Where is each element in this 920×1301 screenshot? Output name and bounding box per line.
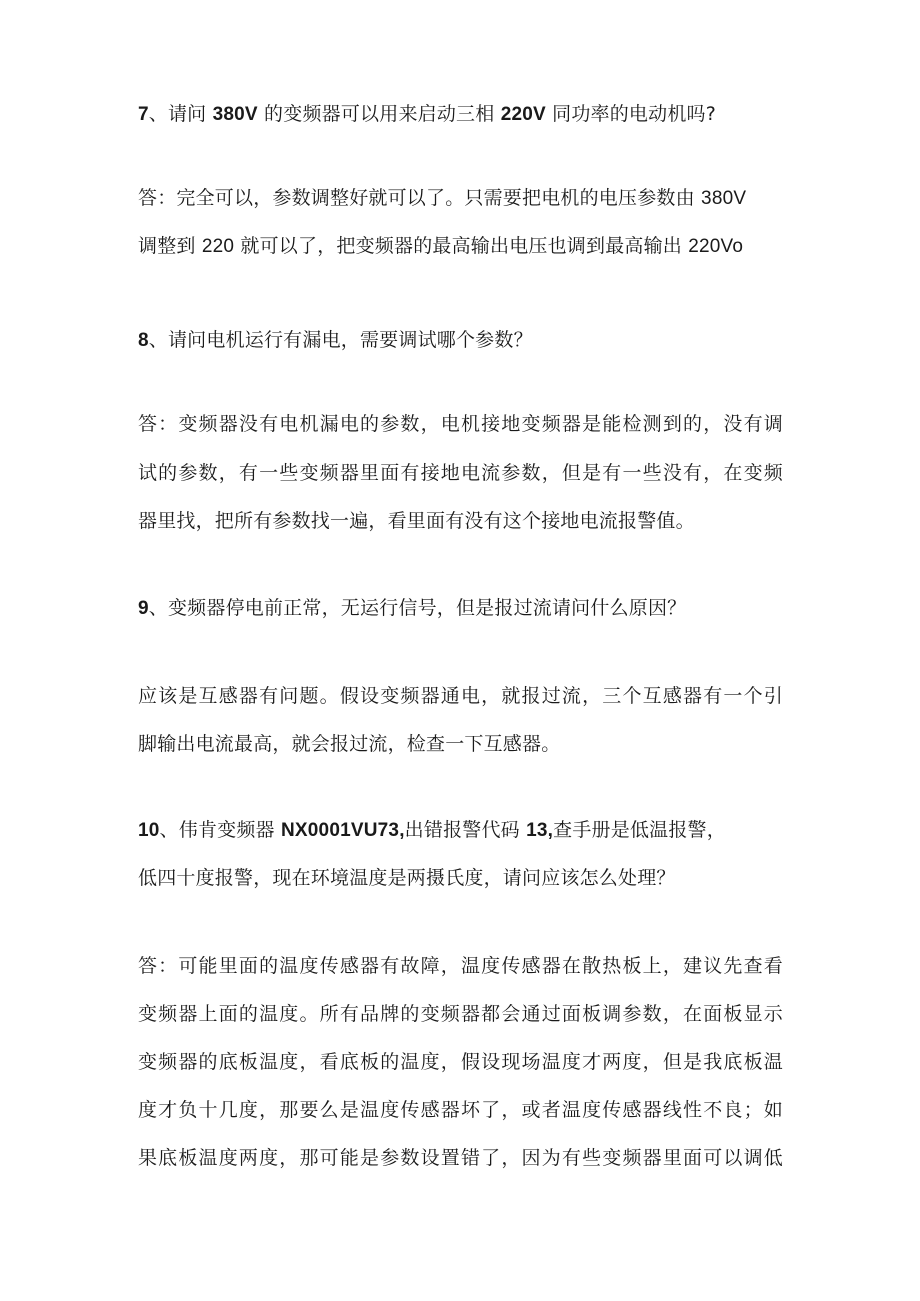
error-code: 13, xyxy=(526,820,554,841)
question-8 xyxy=(138,328,533,353)
answer-10-line-5: 果底板温度两度，那可能是参数设置错了，因为有些变频器里面可以调低 xyxy=(138,1147,783,1169)
answer-10-line-4: 度才负十几度，那要么是温度传感器坏了，或者温度传感器线性不良；如 xyxy=(138,1099,783,1121)
question-number: 10 xyxy=(138,820,160,841)
answer-8-line-1: 答：变频器没有电机漏电的参数，电机接地变频器是能检测到的，没有调 xyxy=(138,413,783,435)
question-number: 7 xyxy=(138,104,149,125)
answer-7-line-1 xyxy=(138,186,746,211)
question-number: 8 xyxy=(138,330,149,351)
question-10-line-1 xyxy=(138,818,726,843)
voltage-value: 220Vo xyxy=(688,236,744,257)
answer-10-line-2: 变频器上面的温度。所有品牌的变频器都会通过面板调参数，在面板显示 xyxy=(138,1003,783,1025)
answer-text: 就可以了，把变频器的最高输出电压也调到最高输出 xyxy=(234,235,689,257)
answer-8-line-2: 试的参数，有一些变频器里面有接地电流参数，但是有一些没有，在变频 xyxy=(138,462,783,484)
answer-10-line-1: 答：可能里面的温度传感器有故障，温度传感器在散热板上，建议先查看 xyxy=(138,955,783,977)
voltage-value: 380V xyxy=(212,104,258,125)
question-text: 、请问电机运行有漏电，需要调试哪个参数？ xyxy=(148,329,533,351)
answer-text: 调整到 xyxy=(138,235,202,257)
answer-8-line-3: 器里找，把所有参数找一遍，看里面有没有这个接地电流报警值。 xyxy=(138,510,695,532)
question-text: 查手册是低温报警， xyxy=(553,819,726,841)
question-text: 、请问 xyxy=(148,103,213,125)
question-7 xyxy=(138,102,716,127)
answer-text: 答：完全可以，参数调整好就可以了。只需要把电机的电压参数由 xyxy=(138,187,702,209)
answer-7-line-2 xyxy=(138,234,743,259)
question-text: 的变频器可以用来启动三相 xyxy=(257,103,501,125)
model-number: NX0001VU73, xyxy=(281,820,405,841)
question-number: 9 xyxy=(138,598,149,619)
question-10-line-2: 低四十度报警，现在环境温度是两摄氏度，请问应该怎么处理？ xyxy=(138,867,676,889)
voltage-value: 220 xyxy=(201,236,235,257)
answer-9-line-2: 脚输出电流最高，就会报过流，检查一下互感器。 xyxy=(138,733,561,755)
question-text: 、变频器停电前正常，无运行信号，但是报过流请问什么原因？ xyxy=(148,597,687,619)
question-text: 、伟肯变频器 xyxy=(159,819,281,841)
question-text: 同功率的电动机吗? xyxy=(545,103,717,125)
voltage-value: 380V xyxy=(701,188,747,209)
question-text: 出错报警代码 xyxy=(404,819,527,841)
answer-10-line-3: 变频器的底板温度，看底板的温度，假设现场温度才两度，但是我底板温 xyxy=(138,1051,783,1073)
question-9 xyxy=(138,596,686,621)
voltage-value: 220V xyxy=(500,104,546,125)
answer-9-line-1: 应该是互感器有问题。假设变频器通电，就报过流，三个互感器有一个引 xyxy=(138,685,783,707)
